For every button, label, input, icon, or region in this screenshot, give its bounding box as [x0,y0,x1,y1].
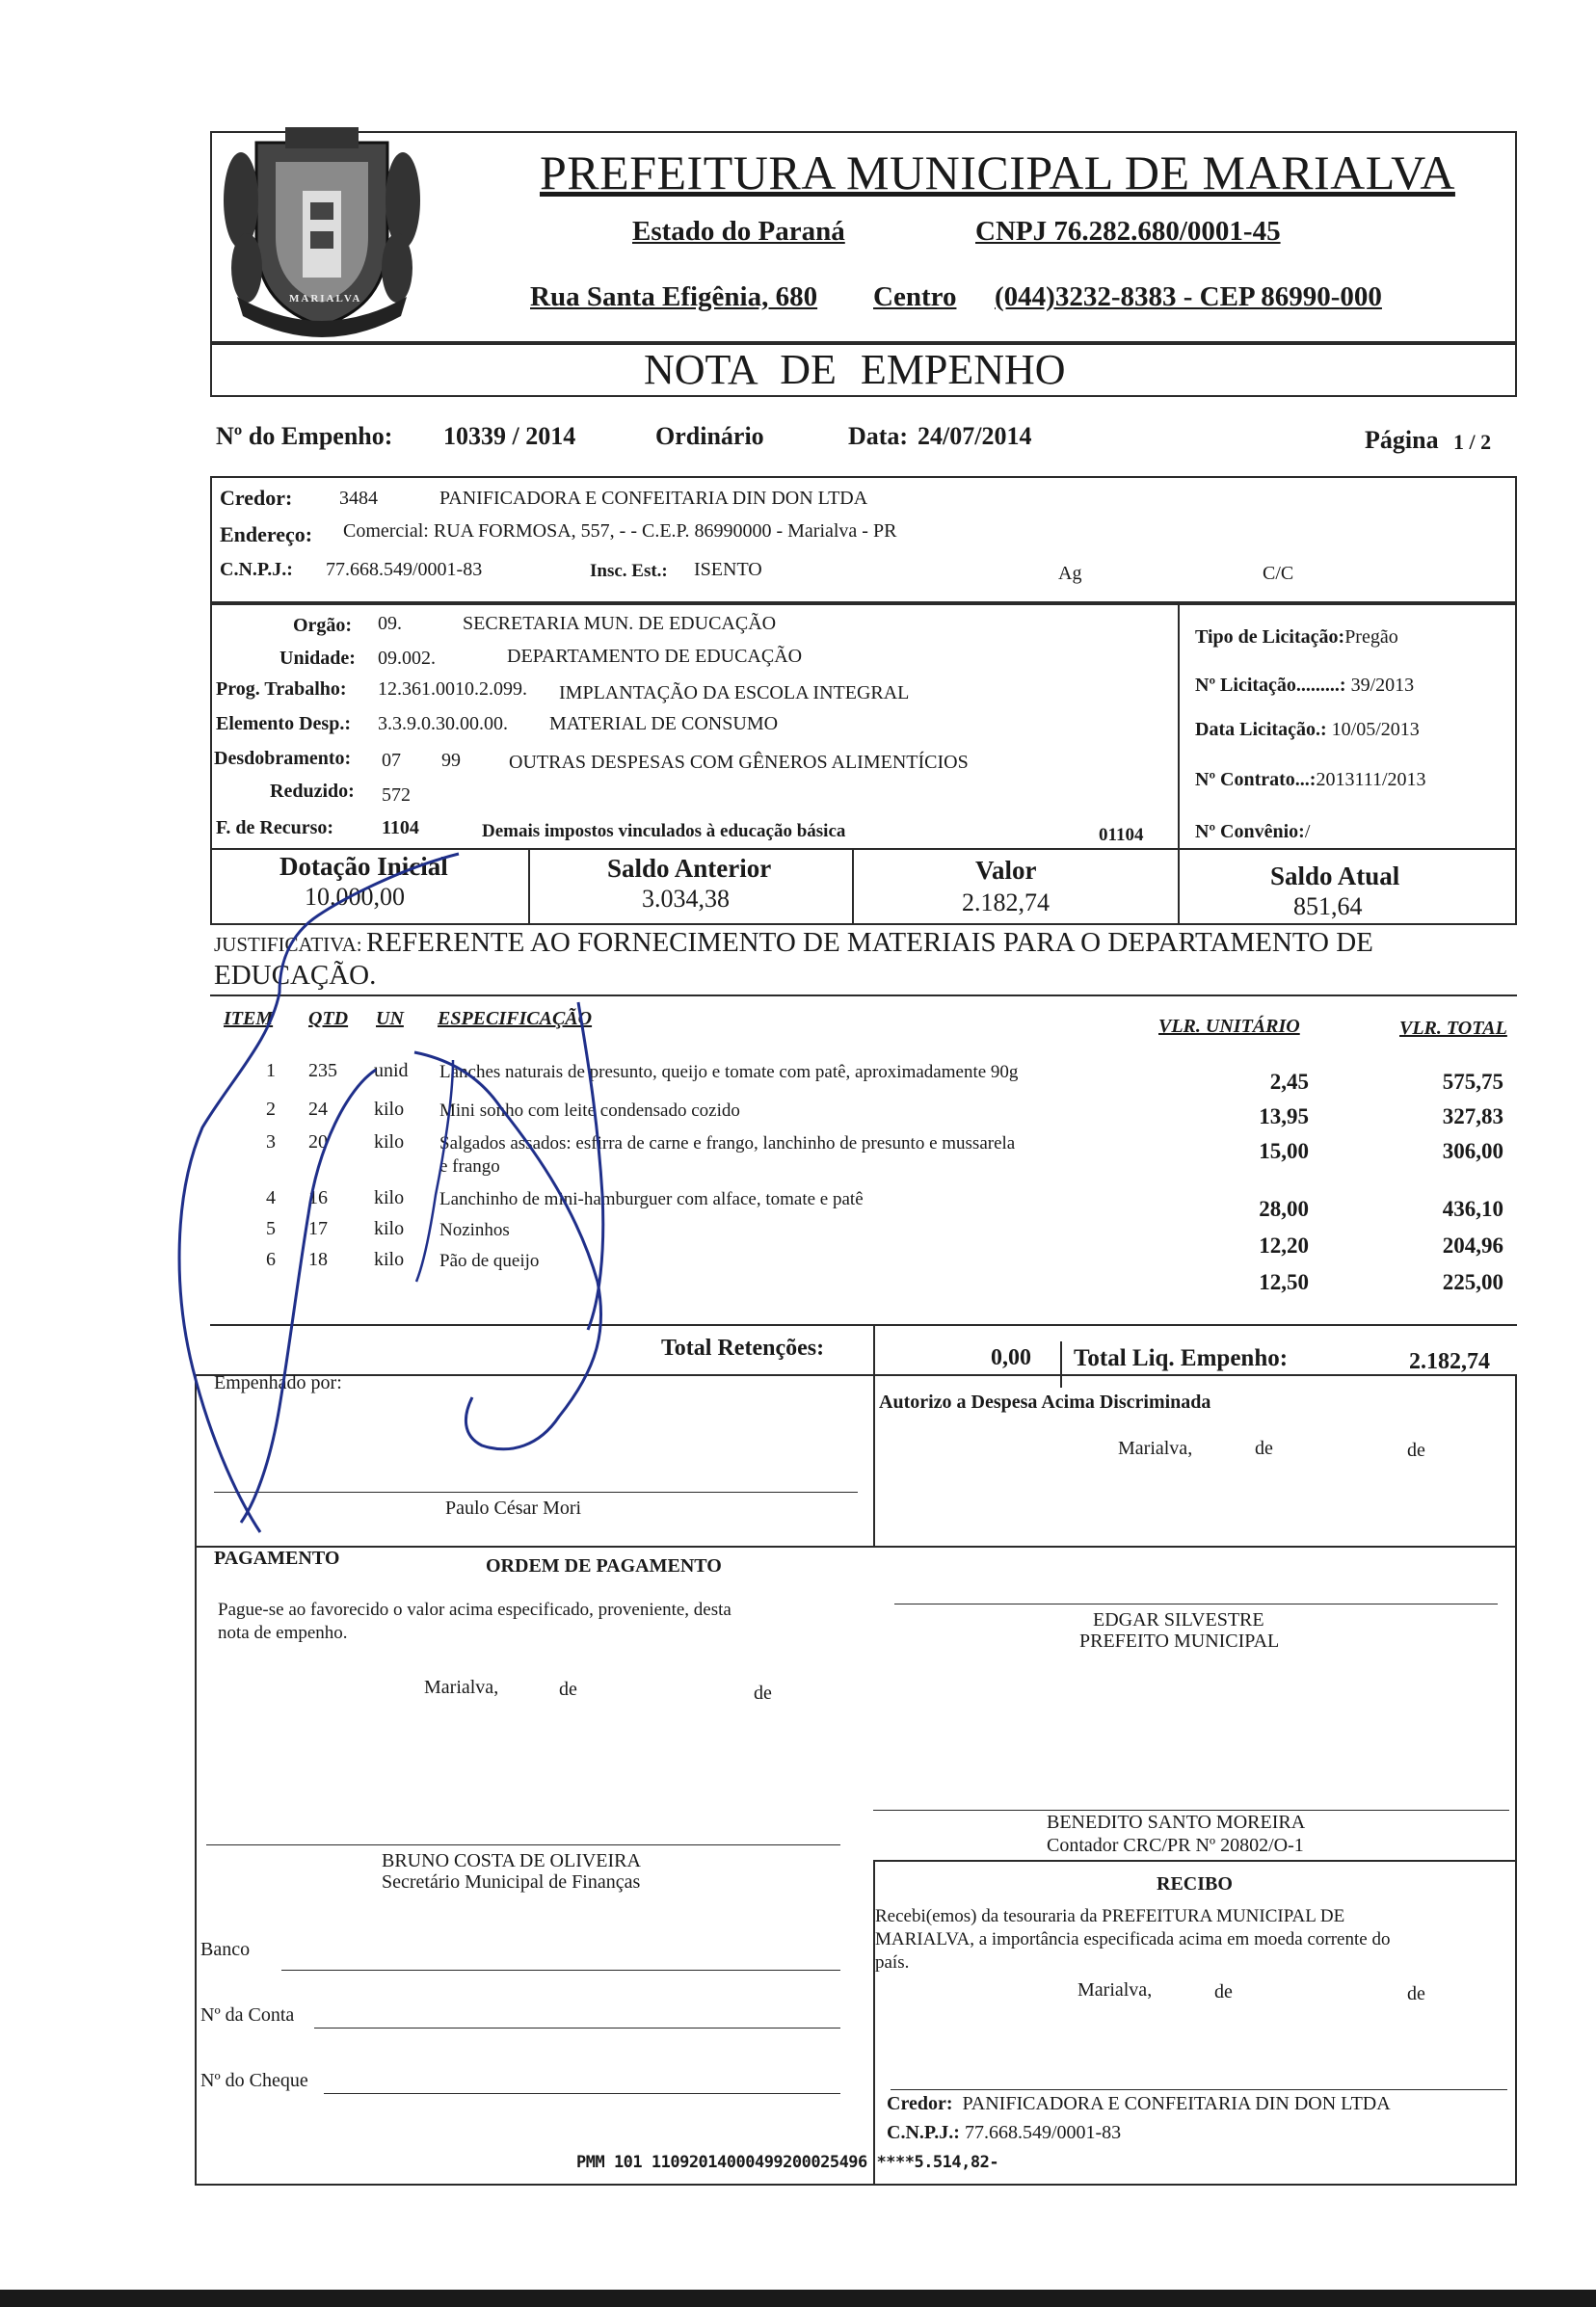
saldo-atual-value: 851,64 [1293,892,1363,920]
header-address: Rua Santa Efigênia, 680 [530,281,818,312]
pague-line2: nota de empenho. [218,1623,348,1643]
conta-line [314,2028,840,2029]
municipal-seal-icon [218,123,426,339]
elemento-code: 3.3.9.0.30.00.00. [378,713,508,734]
recibo-de-2: de [1407,1983,1425,2004]
reduzido-label: Reduzido: [270,781,355,802]
credor-cnpj: 77.668.549/0001-83 [326,559,483,580]
convenio-value: / [1304,821,1311,842]
unidade-value: DEPARTAMENTO DE EDUCAÇÃO [507,646,803,667]
item-desc-cont: e frango [439,1156,500,1177]
item-qtd: 16 [308,1187,328,1208]
secretario-cargo: Secretário Municipal de Finanças [382,1871,641,1893]
item-un: kilo [374,1218,405,1239]
prefeito-nome: EDGAR SILVESTRE [1093,1609,1264,1631]
justificativa-line1: REFERENTE AO FORNECIMENTO DE MATERIAIS PARA O DEPARTAMENTO DE [366,927,1373,958]
pague-de-2: de [754,1683,772,1704]
recurso-code2: 01104 [1099,825,1144,845]
recibo-top-rule [873,1860,1517,1862]
contrato-value: 2013111/2013 [1316,769,1426,790]
header-district: Centro [873,281,957,312]
recibo-line2: MARIALVA, a importância especificada acima em moeda corrente do [875,1929,1391,1949]
contador-signature-line [873,1810,1509,1811]
totais-top-rule [210,1324,1517,1326]
recibo-local: Marialva, [1077,1979,1153,2001]
item-un: kilo [374,1187,405,1208]
prog-value: IMPLANTAÇÃO DA ESCOLA INTEGRAL [559,682,910,703]
desdobramento-b: 99 [441,750,461,771]
scan-edge [0,2290,1596,2307]
recibo-credor-nome: PANIFICADORA E CONFEITARIA DIN DON LTDA [962,2093,1391,2114]
ag-label: Ag [1058,563,1082,584]
col-espec-header: ESPECIFICAÇÃO [438,1008,593,1029]
item-qtd: 20 [308,1131,328,1153]
justificativa-label: JUSTIFICATIVA: [214,933,362,956]
tipo-licitacao-value: Pregão [1344,626,1398,648]
secretario-nome: BRUNO COSTA DE OLIVEIRA [382,1850,641,1871]
recibo-line3: país. [875,1952,910,1973]
item-desc: Mini sonho com leite condensado cozido [439,1100,740,1121]
col-total-header: VLR. TOTAL [1399,1018,1507,1039]
numero-licitacao [1195,675,1414,697]
elemento-value: MATERIAL DE CONSUMO [549,713,779,734]
contador-nome: BENEDITO SANTO MOREIRA [1047,1812,1306,1833]
cc-label: C/C [1263,563,1294,584]
credor-code: 3484 [339,488,378,509]
empenhado-signature-line [214,1492,858,1493]
convenio [1195,821,1310,843]
ordem-pagamento-label: ORDEM DE PAGAMENTO [486,1555,722,1577]
retencoes-label: Total Retenções: [661,1336,825,1361]
recibo-line1: Recebi(emos) da tesouraria da PREFEITURA MUNICIPAL DE [875,1906,1345,1926]
pagamento-rule [195,1546,1517,1548]
recibo-credor [887,2093,1391,2115]
item-qtd: 18 [308,1249,328,1270]
item-total-value: 436,10 [1442,1197,1503,1221]
orgao-label: Orgão: [293,615,353,636]
autorizo-de-1: de [1255,1438,1273,1459]
desdobramento-a: 07 [382,750,401,771]
liquido-label: Total Liq. Empenho: [1074,1345,1289,1371]
desdobramento-label: Desdobramento: [214,748,352,769]
item-desc: Pão de queijo [439,1251,540,1271]
header-state: Estado do Paraná [632,216,845,247]
contador-cargo: Contador CRC/PR Nº 20802/O-1 [1047,1835,1304,1856]
header-title: PREFEITURA MUNICIPAL DE MARIALVA [540,146,1455,199]
retencoes-value: 0,00 [991,1345,1031,1370]
credor-label: Credor: [220,486,293,510]
item-total-value: 204,96 [1442,1233,1503,1258]
insc-label: Insc. Est.: [590,561,668,581]
recurso-code: 1104 [382,817,419,838]
item-total-value: 225,00 [1442,1270,1503,1294]
justificativa-line2: EDUCAÇÃO. [214,960,377,991]
unidade-label: Unidade: [279,648,356,669]
col-unit-header: VLR. UNITÁRIO [1158,1016,1300,1037]
empenhado-label: Empenhado por: [214,1372,342,1393]
dotacao-label: Dotação Inicial [279,852,448,881]
data-licitacao [1195,719,1420,741]
pague-de-1: de [559,1679,577,1700]
convenio-label: Nº Convênio: [1195,821,1305,842]
recurso-label: F. de Recurso: [216,817,334,838]
dotacao-value: 10.000,00 [305,883,405,911]
saldos-divider-2 [852,848,854,925]
conta-label: Nº da Conta [200,2004,295,2026]
item-unit-value: 12,20 [1259,1233,1309,1258]
item-desc: Lanchinho de mini-hamburguer com alface, tomate e patê [439,1189,864,1209]
liquido-value: 2.182,74 [1409,1349,1490,1374]
credor-final-line [891,2089,1507,2090]
saldo-anterior-value: 3.034,38 [642,885,730,913]
recibo-credor-label: Credor: [887,2093,953,2114]
item-un: kilo [374,1131,405,1153]
prog-code: 12.361.0010.2.099. [378,678,527,700]
item-number: 4 [266,1187,276,1208]
numero-licitacao-label: Nº Licitação.........: [1195,675,1346,696]
elemento-label: Elemento Desp.: [216,713,351,734]
valor-label: Valor [975,856,1037,885]
recibo-cnpj-label: C.N.P.J.: [887,2122,960,2143]
empenho-label: Nº do Empenho: [216,422,393,450]
item-unit-value: 28,00 [1259,1197,1309,1221]
item-qtd: 235 [308,1060,337,1081]
orgao-code: 09. [378,613,402,634]
saldo-atual-label: Saldo Atual [1270,862,1400,890]
reduzido-value: 572 [382,784,411,806]
item-un: kilo [374,1249,405,1270]
cheque-label: Nº do Cheque [200,2070,308,2091]
desdobramento-value: OUTRAS DESPESAS COM GÊNEROS ALIMENTÍCIOS [509,752,969,773]
tipo-licitacao [1195,626,1398,649]
unidade-code: 09.002. [378,648,436,669]
item-total-value: 327,83 [1442,1104,1503,1128]
secretario-signature-line [206,1844,840,1845]
empenho-type: Ordinário [655,422,764,450]
col-item-header: ITEM [224,1008,274,1029]
item-number: 1 [266,1060,276,1081]
recibo-cnpj [887,2122,1121,2144]
item-desc: Lanches naturais de presunto, queijo e tomate com patê, aproximadamente 90g [439,1062,1019,1082]
justificativa-rule [210,994,1517,996]
saldo-anterior-label: Saldo Anterior [607,854,772,883]
banco-line [281,1970,840,1971]
credor-address: Comercial: RUA FORMOSA, 557, - - C.E.P. 86990000 - Marialva - PR [343,520,897,542]
recurso-value: Demais impostos vinculados à educação básica [482,821,846,841]
item-qtd: 17 [308,1218,328,1239]
recibo-de-1: de [1214,1981,1233,2002]
assinaturas-box [195,1374,1517,2186]
header-cnpj: CNPJ 76.282.680/0001-45 [975,216,1281,247]
col-un-header: UN [376,1008,404,1029]
header-phone: (044)3232-8383 - CEP 86990-000 [995,281,1382,312]
data-licitacao-value: 10/05/2013 [1331,719,1420,740]
numero-licitacao-value: 39/2013 [1350,675,1415,696]
item-number: 5 [266,1218,276,1239]
credor-cnpj-label: C.N.P.J.: [220,559,293,580]
item-number: 2 [266,1099,276,1120]
endereco-label: Endereço: [220,522,313,546]
credor-name: PANIFICADORA E CONFEITARIA DIN DON LTDA [439,488,868,509]
pague-line1: Pague-se ao favorecido o valor acima especificado, proveniente, desta [218,1600,732,1620]
banco-label: Banco [200,1939,251,1960]
empenho-date-label: Data: [848,422,909,450]
tipo-licitacao-label: Tipo de Licitação: [1195,626,1345,648]
orcamento-divider [1178,603,1180,850]
item-qtd: 24 [308,1099,328,1120]
item-unit-value: 13,95 [1259,1104,1309,1128]
item-unit-value: 12,50 [1259,1270,1309,1294]
item-number: 6 [266,1249,276,1270]
item-un: kilo [374,1099,405,1120]
empenhado-nome: Paulo César Mori [445,1498,582,1519]
autenticacao-mecanica: PMM 101 11092014000499200025496 ****5.514,82- [576,2153,999,2172]
recibo-cnpj-value: 77.668.549/0001-83 [964,2122,1122,2143]
pagamento-label: PAGAMENTO [214,1548,340,1569]
item-total-value: 306,00 [1442,1139,1503,1163]
prefeito-cargo: PREFEITO MUNICIPAL [1079,1631,1280,1652]
autorizo-local: Marialva, [1118,1438,1193,1459]
pague-local: Marialva, [424,1677,499,1698]
item-unit-value: 15,00 [1259,1139,1309,1163]
item-un: unid [374,1060,409,1081]
doc-title: NOTA DE EMPENHO [644,346,1066,393]
valor-value: 2.182,74 [962,888,1050,916]
assinaturas-divider [873,1374,875,1548]
contrato [1195,769,1426,791]
item-number: 3 [266,1131,276,1153]
prog-label: Prog. Trabalho: [216,678,347,700]
page-label: Página [1365,426,1439,454]
seal-banner-text: MARIALVA [289,293,362,305]
data-licitacao-label: Data Licitação.: [1195,719,1327,740]
saldos-divider-1 [528,848,530,925]
cheque-line [324,2093,840,2094]
col-qtd-header: QTD [308,1008,349,1029]
item-total-value: 575,75 [1442,1070,1503,1094]
autorizo-text: Autorizo a Despesa Acima Discriminada [879,1392,1211,1413]
item-desc: Nozinhos [439,1220,510,1240]
contrato-label: Nº Contrato...: [1195,769,1317,790]
recibo-title: RECIBO [1157,1873,1233,1895]
page-number: 1 / 2 [1453,430,1492,454]
saldos-divider-3 [1178,848,1180,925]
empenho-number: 10339 / 2014 [443,422,576,450]
empenho-date: 24/07/2014 [918,422,1032,450]
item-desc: Salgados assados: esfirra de carne e frango, lanchinho de presunto e mussarela [439,1133,1016,1154]
autorizo-de-2: de [1407,1440,1425,1461]
insc-value: ISENTO [694,559,762,580]
orgao-value: SECRETARIA MUN. DE EDUCAÇÃO [463,613,777,634]
item-unit-value: 2,45 [1269,1070,1309,1094]
